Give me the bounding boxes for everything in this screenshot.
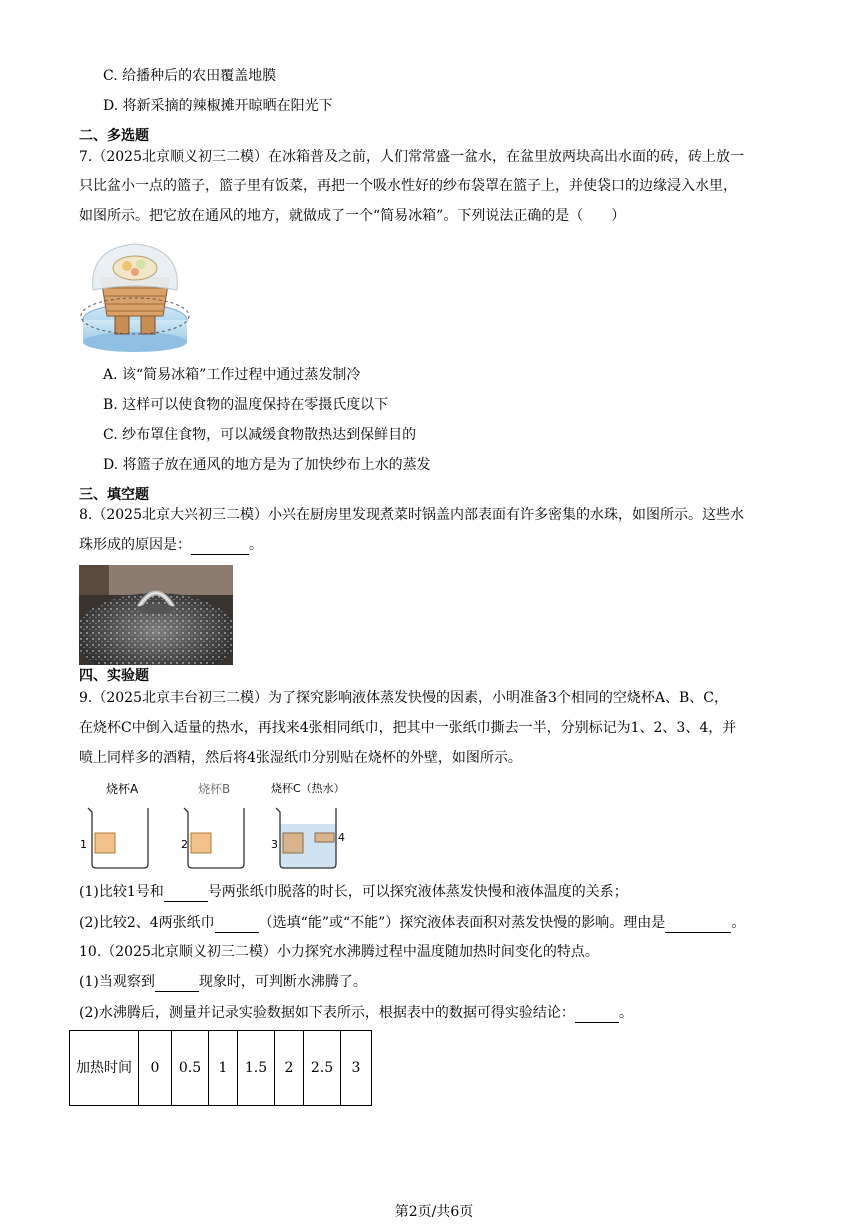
q9-sub1 [79, 882, 798, 902]
q9-sub1-text: (1)比较1号和 [79, 884, 164, 900]
beakers-figure [78, 778, 368, 878]
q7-option-d: D. 将篮子放在通风的地方是为了加快纱布上水的蒸发 [103, 457, 431, 473]
q8-line1: 8.（2025北京大兴初三二模）小兴在厨房里发现煮菜时锅盖内部表面有许多密集的水珠，如图所示。这些水 [79, 507, 744, 523]
pot-lid-photo [79, 565, 233, 665]
q10-line1: 10.（2025北京顺义初三二模）小力探究水沸腾过程中温度随加热时间变化的特点。 [79, 944, 599, 960]
paper-towel-3 [283, 833, 303, 853]
q10-sub1 [79, 972, 798, 992]
paper-towel-1 [95, 833, 115, 853]
page-footer: 第2页/共6页 [394, 1204, 474, 1220]
table-cell: 0.5 [172, 1031, 209, 1106]
q9-line3: 喷上同样多的酒精，然后将4张湿纸巾分别贴在烧杯的外壁，如图所示。 [79, 750, 522, 766]
paper-label-2: 2 [181, 838, 188, 851]
paper-towel-2 [191, 833, 211, 853]
q7-line3: 如图所示。把它放在通风的地方，就做成了一个“简易冰箱”。下列说法正确的是（ ） [79, 208, 626, 224]
option-d-prev: D. 将新采摘的辣椒摊开晾晒在阳光下 [103, 98, 333, 114]
q9-sub2-blank1[interactable] [215, 918, 259, 933]
table-cell: 2 [275, 1031, 304, 1106]
q7-option-b: B. 这样可以使食物的温度保持在零摄氏度以下 [103, 397, 389, 413]
q10-sub2-text: (2)水沸腾后，测量并记录实验数据如下表所示，根据表中的数据可得实验结论： [79, 1005, 575, 1021]
q7-line1: 7.（2025北京顺义初三二模）在冰箱普及之前，人们常常盛一盆水，在盆里放两块高出水面的砖，砖上放一 [79, 149, 744, 165]
table-cell: 0 [139, 1031, 172, 1106]
q9-sub2-end: 。 [731, 915, 746, 931]
option-c-prev: C. 给播种后的农田覆盖地膜 [103, 68, 277, 84]
beaker-a-label: 烧杯A [106, 782, 139, 796]
table-cell: 1 [209, 1031, 238, 1106]
q9-sub2-text2: （选填“能”或“不能”）探究液体表面积对蒸发快慢的影响。理由是 [258, 915, 666, 931]
q9-sub1-blank[interactable] [164, 887, 208, 902]
q9-line2: 在烧杯C中倒入适量的热水，再找来4张相同纸巾，把其中一张纸巾撕去一半，分别标记为1、2、3、4，并 [79, 720, 737, 736]
q10-sub2-end: 。 [618, 1005, 633, 1021]
paper-label-1: 1 [80, 838, 87, 851]
q10-sub1-text2: 现象时，可判断水沸腾了。 [198, 974, 367, 990]
paper-towel-4 [315, 833, 334, 842]
q8-answer-blank[interactable] [191, 540, 249, 555]
paper-label-3: 3 [271, 838, 278, 851]
q10-sub2 [79, 1003, 798, 1023]
beaker-c-label: 烧杯C（热水） [271, 782, 345, 795]
q8-line2 [79, 535, 798, 555]
section-heading-fill-blank: 三、填空题 [79, 487, 149, 503]
q9-sub2-blank2[interactable] [665, 918, 731, 933]
q10-sub2-blank[interactable] [575, 1008, 619, 1023]
q9-sub2-text: (2)比较2、4两张纸巾 [79, 915, 215, 931]
q8-line2-text: 珠形成的原因是： [79, 537, 191, 553]
q7-line2: 只比盆小一点的篮子，篮子里有饭菜，再把一个吸水性好的纱布袋罩在篮子上，并使袋口的边缘浸入水里， [79, 178, 737, 194]
section-heading-experiment: 四、实验题 [79, 668, 149, 684]
q10-sub1-text: (1)当观察到 [79, 974, 155, 990]
section-heading-multiple-choice: 二、多选题 [79, 128, 149, 144]
table-row [70, 1031, 372, 1106]
table-cell: 2.5 [304, 1031, 341, 1106]
table-cell: 1.5 [238, 1031, 275, 1106]
q8-line2-end: 。 [249, 537, 263, 553]
q9-sub2 [79, 913, 798, 933]
q7-option-c: C. 纱布罩住食物，可以减缓食物散热达到保鲜目的 [103, 427, 417, 443]
table-cell: 3 [341, 1031, 372, 1106]
simple-fridge-figure [79, 238, 191, 354]
q9-line1: 9.（2025北京丰台初三二模）为了探究影响液体蒸发快慢的因素，小明准备3个相同的空烧杯A、B、C， [79, 690, 729, 706]
q7-option-a: A. 该“简易冰箱”工作过程中通过蒸发制冷 [103, 367, 361, 383]
q10-sub1-blank[interactable] [155, 977, 199, 992]
beaker-b-label: 烧杯B [198, 782, 231, 796]
paper-label-4: 4 [338, 831, 345, 844]
table-header-cell: 加热时间 [70, 1031, 139, 1106]
heating-time-table [69, 1030, 372, 1106]
q9-sub1-text2: 号两张纸巾脱落的时长，可以探究液体蒸发快慢和液体温度的关系； [207, 884, 628, 900]
